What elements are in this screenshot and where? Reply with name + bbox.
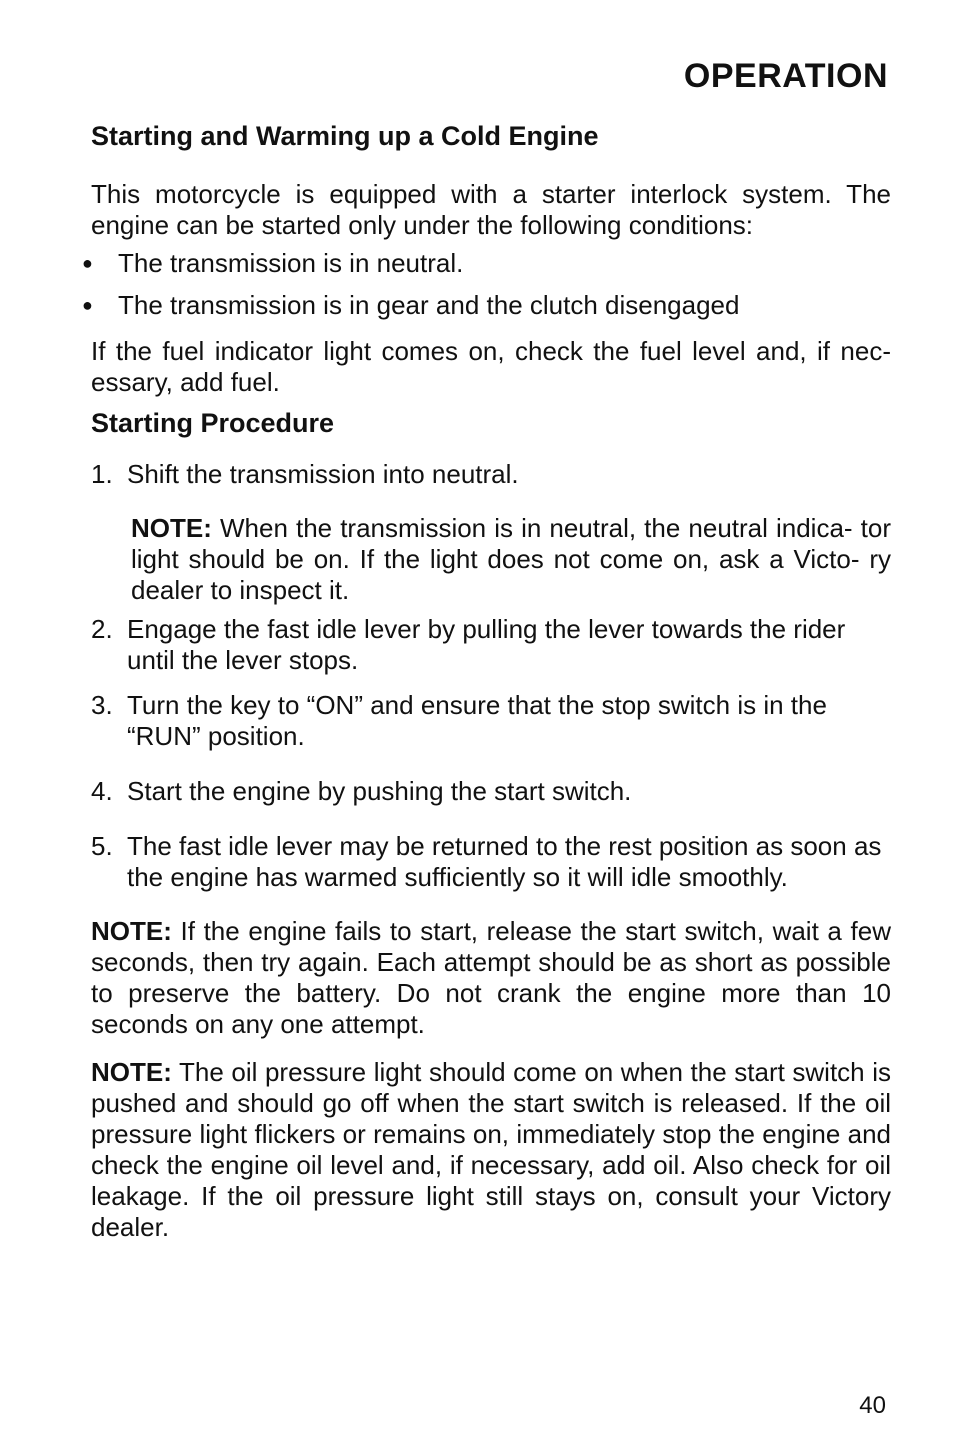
procedure-step bbox=[91, 690, 891, 752]
step-number: 1. bbox=[91, 459, 113, 489]
step-number: 2. bbox=[91, 614, 113, 644]
note-text: If the engine fails to start, release the start switch, wait a few seconds, then try again. Each attempt should be as short as possible to preserve the battery. Do not crank the engine more than 10 seconds on any one attempt. bbox=[91, 916, 891, 1039]
engine-fail-note bbox=[91, 916, 891, 1040]
fuel-indicator-paragraph: If the fuel indicator light comes on, check the fuel level and, if nec- essary, add fuel. bbox=[91, 336, 891, 397]
procedure-step bbox=[91, 614, 891, 676]
step-text: The fast idle lever may be returned to the rest position as soon as the engine has warmed sufficiently so it will idle smoothly. bbox=[127, 831, 882, 892]
condition-text: The transmission is in gear and the clutch disengaged bbox=[118, 290, 740, 320]
starting-procedure-heading: Starting Procedure bbox=[91, 408, 335, 438]
oil-pressure-note bbox=[91, 1057, 891, 1243]
page-number: 40 bbox=[859, 1392, 886, 1419]
step-number: 5. bbox=[91, 831, 113, 861]
list-item bbox=[82, 248, 891, 279]
step-number: 3. bbox=[91, 690, 113, 720]
note-text: When the transmission is in neutral, the neutral indica- tor light should be on. If the light does not come on, ask a Victo- ry dealer to inspect it. bbox=[131, 513, 891, 605]
bullet-icon: ● bbox=[82, 253, 93, 273]
procedure-step bbox=[91, 776, 891, 807]
bullet-icon: ● bbox=[82, 295, 93, 315]
condition-text: The transmission is in neutral. bbox=[118, 248, 464, 278]
list-item bbox=[82, 290, 891, 321]
cold-start-heading: Starting and Warming up a Cold Engine bbox=[91, 121, 599, 151]
procedure-steps-continued bbox=[91, 614, 891, 893]
note-label: NOTE: bbox=[131, 513, 212, 543]
neutral-light-note bbox=[131, 513, 891, 606]
step-number: 4. bbox=[91, 776, 113, 806]
start-conditions-list bbox=[82, 248, 891, 321]
step-text: Start the engine by pushing the start switch. bbox=[127, 776, 632, 806]
procedure-step bbox=[91, 459, 891, 490]
section-title: OPERATION bbox=[683, 57, 888, 95]
page-content bbox=[82, 118, 891, 1243]
procedure-steps bbox=[91, 459, 891, 490]
note-label: NOTE: bbox=[91, 1057, 172, 1087]
step-text: Turn the key to “ON” and ensure that the stop switch is in the “RUN” position. bbox=[127, 690, 827, 751]
note-text: The oil pressure light should come on when the start switch is pushed and should go off when the start switch is released. If the oil pressure light flickers or remains on, immediately stop the engine and check the engine oil level and, if necessary, add oil. Also check for oil leakage. If the oil pressure light still stays on, consult your Victory dealer. bbox=[91, 1057, 891, 1242]
interlock-intro: This motorcycle is equipped with a starter interlock system. The engine can be started only under the following conditions: bbox=[91, 179, 891, 240]
note-label: NOTE: bbox=[91, 916, 172, 946]
procedure-step bbox=[91, 831, 891, 893]
step-text: Engage the fast idle lever by pulling the lever towards the rider until the lever stops. bbox=[127, 614, 846, 675]
step-text: Shift the transmission into neutral. bbox=[127, 459, 519, 489]
